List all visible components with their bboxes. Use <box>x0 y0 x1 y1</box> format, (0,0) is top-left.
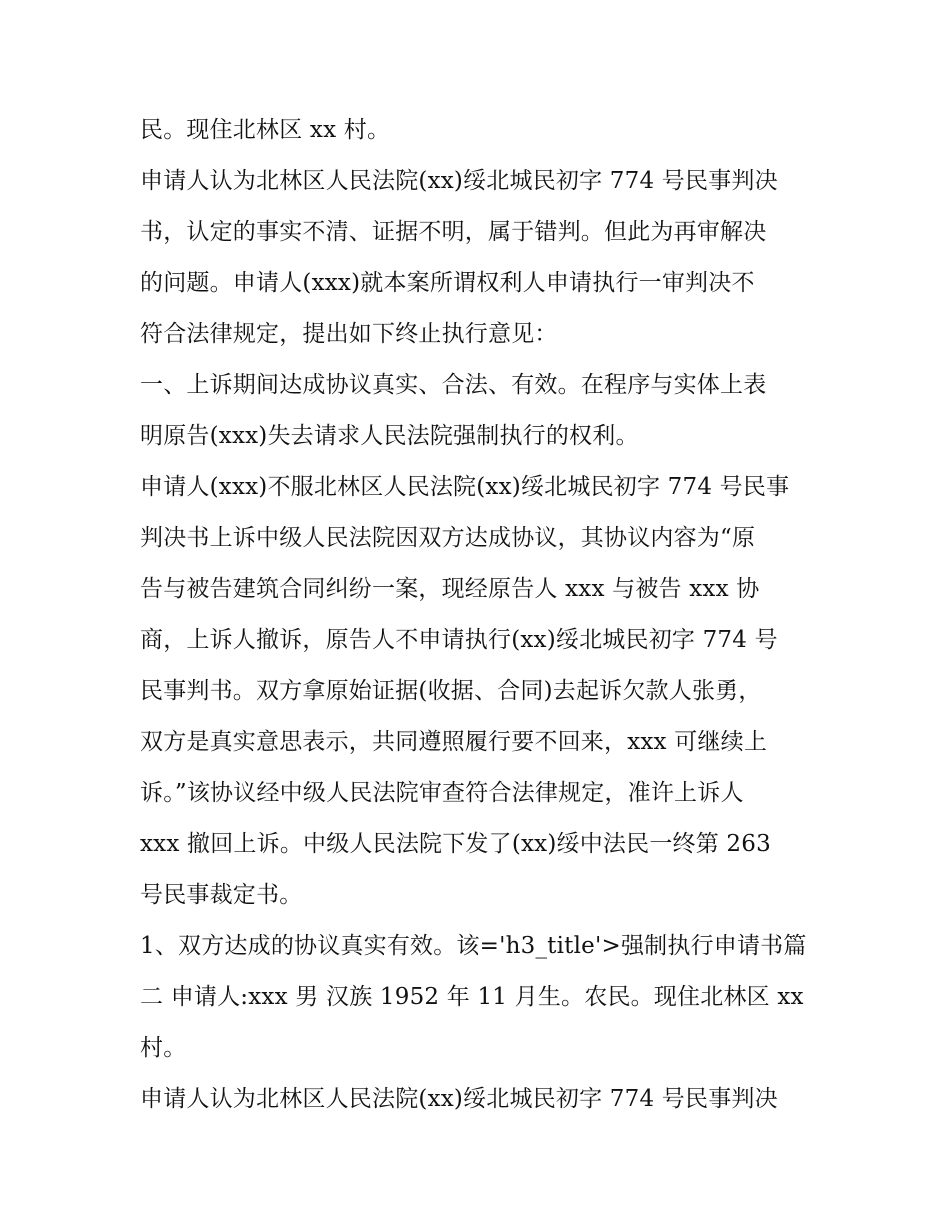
text-line: 申请人(xxx)不服北林区人民法院(xx)绥北城民初字 774 号民事 <box>140 474 790 500</box>
text-line: 申请人认为北林区人民法院(xx)绥北城民初字 774 号民事判决 <box>140 1086 778 1112</box>
text-line: 的问题。申请人(xxx)就本案所谓权利人申请执行一审判决不 <box>140 270 755 296</box>
text-line: 号民事裁定书。 <box>140 882 303 908</box>
text-line: 告与被告建筑合同纠纷一案，现经原告人 xxx 与被告 xxx 协 <box>140 576 760 602</box>
text-line: 民事判书。双方拿原始证据(收据、合同)去起诉欠款人张勇， <box>140 678 762 704</box>
text-line: xxx 撤回上诉。中级人民法院下发了(xx)绥中法民一终第 263 <box>140 831 771 857</box>
text-line: 一、上诉期间达成协议真实、合法、有效。在程序与实体上表 <box>140 372 767 398</box>
text-line: 民。现住北林区 xx 村。 <box>140 117 391 143</box>
text-line: 书，认定的事实不清、证据不明，属于错判。但此为再审解决 <box>140 219 767 245</box>
document-body <box>140 105 820 1125</box>
text-line: 申请人认为北林区人民法院(xx)绥北城民初字 774 号民事判决 <box>140 168 778 194</box>
text-line: 二 申请人:xxx 男 汉族 1952 年 11 月生。农民。现住北林区 xx <box>140 984 804 1010</box>
text-line: 判决书上诉中级人民法院因双方达成协议，其协议内容为“原 <box>140 525 756 551</box>
text-line: 诉。”该协议经中级人民法院审查符合法律规定，准许上诉人 <box>140 780 744 806</box>
text-line: 双方是真实意思表示，共同遵照履行要不回来，xxx 可继续上 <box>140 729 768 755</box>
text-line: 1、双方达成的协议真实有效。该='h3_title'>强制执行申请书篇 <box>140 933 807 959</box>
text-line: 明原告(xxx)失去请求人民法院强制执行的权利。 <box>140 423 639 449</box>
text-line: 符合法律规定，提出如下终止执行意见： <box>140 321 558 347</box>
text-line: 商，上诉人撤诉，原告人不申请执行(xx)绥北城民初字 774 号 <box>140 627 778 653</box>
text-line: 村。 <box>140 1035 187 1061</box>
